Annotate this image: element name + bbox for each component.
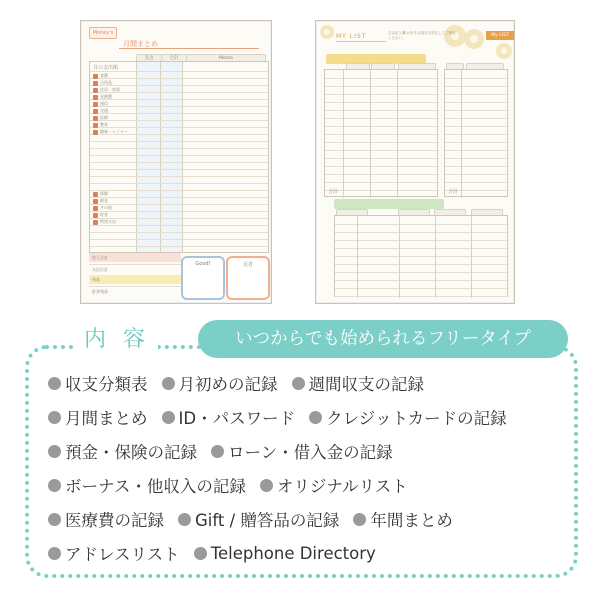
table-header-green — [334, 199, 444, 209]
good-label: Good! — [195, 261, 211, 267]
table-line — [335, 256, 509, 257]
section-label: 月の支出額 — [93, 65, 119, 71]
my-list-tag: My LIST — [486, 31, 514, 40]
category-icon — [93, 123, 98, 128]
category-icon — [93, 95, 98, 100]
summary-grid — [89, 61, 269, 253]
table-line — [445, 166, 509, 167]
table-line — [335, 232, 509, 233]
table-line — [445, 182, 509, 183]
table-line — [335, 280, 509, 281]
lotus-deco — [464, 29, 484, 49]
table-divider — [399, 216, 400, 298]
contents-item — [292, 371, 425, 395]
table-line — [445, 102, 509, 103]
contents-item — [48, 439, 197, 463]
table-line — [445, 126, 509, 127]
good-box — [181, 256, 225, 300]
grid-line — [90, 120, 268, 121]
item-label: 医療費の記録 — [65, 511, 164, 530]
grid-divider — [182, 62, 183, 252]
bottom-row-expense: 支出合計 — [89, 264, 181, 273]
contents-item — [48, 371, 148, 395]
table-line — [445, 134, 509, 135]
grid-line — [90, 239, 268, 240]
table-total-label: 合計 — [448, 189, 459, 195]
my-list-page-preview — [315, 20, 515, 304]
item-label: ID・パスワード — [178, 409, 296, 428]
table-line — [445, 94, 509, 95]
category-icon — [93, 88, 98, 93]
table-line — [335, 240, 509, 241]
page-title: 月間まとめ — [123, 40, 158, 48]
bullet-icon — [178, 513, 191, 526]
item-label: 月初めの記録 — [178, 375, 278, 394]
category-label: 食費 — [100, 73, 108, 78]
item-label: 年間まとめ — [370, 511, 453, 530]
contents-line-5 — [48, 504, 467, 534]
grid-line — [90, 78, 268, 79]
bullet-icon — [48, 377, 61, 390]
bullet-icon — [309, 411, 322, 424]
contents-item — [48, 541, 180, 565]
category-label: 交通 — [100, 108, 108, 113]
table-line — [445, 142, 509, 143]
contents-item — [178, 507, 339, 531]
item-label: クレジットカードの記録 — [326, 409, 507, 428]
category-icon — [93, 116, 98, 121]
title-underline — [119, 48, 259, 49]
item-label: 収支分類表 — [65, 375, 148, 394]
item-label: 月間まとめ — [65, 409, 148, 428]
category-icon — [93, 213, 98, 218]
my-list-title: MY LIST — [336, 33, 367, 40]
table-total-label: 合計 — [328, 189, 339, 195]
category-label: 住居・家賃 — [100, 87, 120, 92]
grid-line — [90, 204, 268, 205]
item-label: ローン・借入金の記録 — [228, 443, 393, 462]
category-icon — [93, 81, 98, 86]
grid-line — [90, 155, 268, 156]
list-table — [324, 69, 438, 197]
contents-item — [48, 473, 246, 497]
grid-line — [90, 176, 268, 177]
contents-line-2 — [48, 402, 521, 432]
category-label: 保険 — [100, 191, 108, 196]
grid-divider — [160, 62, 161, 252]
bullet-icon — [292, 377, 305, 390]
table-divider — [461, 70, 462, 198]
bullet-icon — [162, 377, 175, 390]
category-icon — [93, 192, 98, 197]
contents-item — [353, 507, 453, 531]
category-label: 趣味・レジャー — [100, 129, 128, 134]
contents-item — [162, 405, 296, 429]
category-label: 税金 — [100, 198, 108, 203]
table-divider — [357, 216, 358, 298]
table-line — [445, 110, 509, 111]
grid-line — [90, 141, 268, 142]
contents-item — [194, 544, 376, 563]
category-icon — [93, 206, 98, 211]
page-badge: Money's — [89, 27, 117, 39]
bullet-icon — [162, 411, 175, 424]
contents-heading: 内 容 — [76, 322, 158, 353]
contents-line-1 — [48, 368, 438, 398]
column-tab-total: 合計 — [161, 54, 187, 62]
contents-line-6 — [48, 538, 390, 568]
grid-divider — [136, 62, 137, 252]
category-label: 通信 — [100, 101, 108, 106]
bottom-row-savings: 貯金残高 — [89, 286, 181, 295]
category-icon — [93, 130, 98, 135]
item-label: 預金・保険の記録 — [65, 443, 197, 462]
bullet-icon — [353, 513, 366, 526]
bullet-icon — [211, 445, 224, 458]
category-icon — [93, 74, 98, 79]
table-line — [445, 150, 509, 151]
grid-line — [90, 127, 268, 128]
contents-line-4 — [48, 470, 422, 500]
category-label: 日用品 — [100, 80, 112, 85]
table-divider — [435, 216, 436, 298]
reflection-box — [226, 256, 270, 300]
bullet-icon — [194, 547, 207, 560]
table-line — [335, 264, 509, 265]
grid-line — [90, 162, 268, 163]
lotus-deco — [496, 43, 512, 59]
item-label: Gift / 贈答品の記録 — [195, 511, 340, 530]
grid-line — [90, 218, 268, 219]
grid-line — [90, 169, 268, 170]
grid-line — [90, 148, 268, 149]
title-underline — [336, 41, 386, 42]
grid-line — [90, 197, 268, 198]
category-icon — [93, 199, 98, 204]
item-label: オリジナルリスト — [276, 477, 408, 496]
table-line — [445, 86, 509, 87]
grid-line — [90, 183, 268, 184]
bullet-icon — [48, 479, 61, 492]
bullet-icon — [48, 411, 61, 424]
category-label: 貯金 — [100, 212, 108, 217]
my-list-note: 自由記入欄 お好きな項目を設定してご利用ください。 — [388, 31, 456, 40]
grid-line — [90, 113, 268, 114]
table-divider — [343, 70, 344, 198]
total-column-shade — [136, 62, 182, 252]
bullet-icon — [48, 513, 61, 526]
table-line — [335, 248, 509, 249]
table-line — [335, 288, 509, 289]
item-label: Telephone Directory — [210, 543, 376, 563]
lotus-deco — [320, 25, 334, 39]
table-line — [335, 296, 509, 297]
bottom-row-income: 収入合計 — [89, 253, 181, 262]
contents-item — [48, 405, 148, 429]
contents-item — [309, 405, 507, 429]
item-label: ボーナス・他収入の記録 — [65, 477, 246, 496]
table-divider — [397, 70, 398, 198]
bullet-icon — [48, 547, 61, 560]
table-divider — [370, 70, 371, 198]
grid-line — [90, 99, 268, 100]
category-label: 医療 — [100, 115, 108, 120]
grid-line — [90, 190, 268, 191]
grid-line — [90, 211, 268, 212]
table-line — [445, 78, 509, 79]
item-label: アドレスリスト — [65, 545, 180, 564]
item-label: 週間収支の記録 — [308, 375, 424, 394]
grid-line — [90, 106, 268, 107]
contents-item — [211, 439, 393, 463]
table-line — [335, 224, 509, 225]
contents-item — [162, 371, 278, 395]
category-label: その他 — [100, 205, 112, 210]
category-label: 光熱費 — [100, 94, 112, 99]
table-line — [445, 174, 509, 175]
grid-line — [90, 85, 268, 86]
grid-line — [90, 225, 268, 226]
list-table — [334, 215, 508, 297]
reflection-label: 反省 — [242, 262, 253, 268]
category-label: 教育 — [100, 122, 108, 127]
table-line — [445, 118, 509, 119]
column-tab-memo: Memo — [186, 54, 266, 62]
bullet-icon — [48, 445, 61, 458]
grid-line — [90, 232, 268, 233]
contents-item — [48, 507, 164, 531]
table-line — [335, 272, 509, 273]
bottom-row-balance: 残高 — [89, 275, 181, 284]
grid-line — [90, 71, 268, 72]
tagline-banner: いつからでも始められるフリータイプ — [198, 320, 568, 358]
contents-line-3 — [48, 436, 407, 466]
category-icon — [93, 102, 98, 107]
list-table — [444, 69, 508, 197]
grid-line — [90, 246, 268, 247]
category-icon — [93, 220, 98, 225]
category-label: 特別支出 — [100, 219, 116, 224]
contents-item — [260, 473, 408, 497]
table-divider — [471, 216, 472, 298]
column-tab-expense: 支出 — [136, 54, 162, 62]
monthly-summary-page-preview — [80, 20, 272, 304]
bullet-icon — [260, 479, 273, 492]
table-line — [445, 158, 509, 159]
category-icon — [93, 109, 98, 114]
